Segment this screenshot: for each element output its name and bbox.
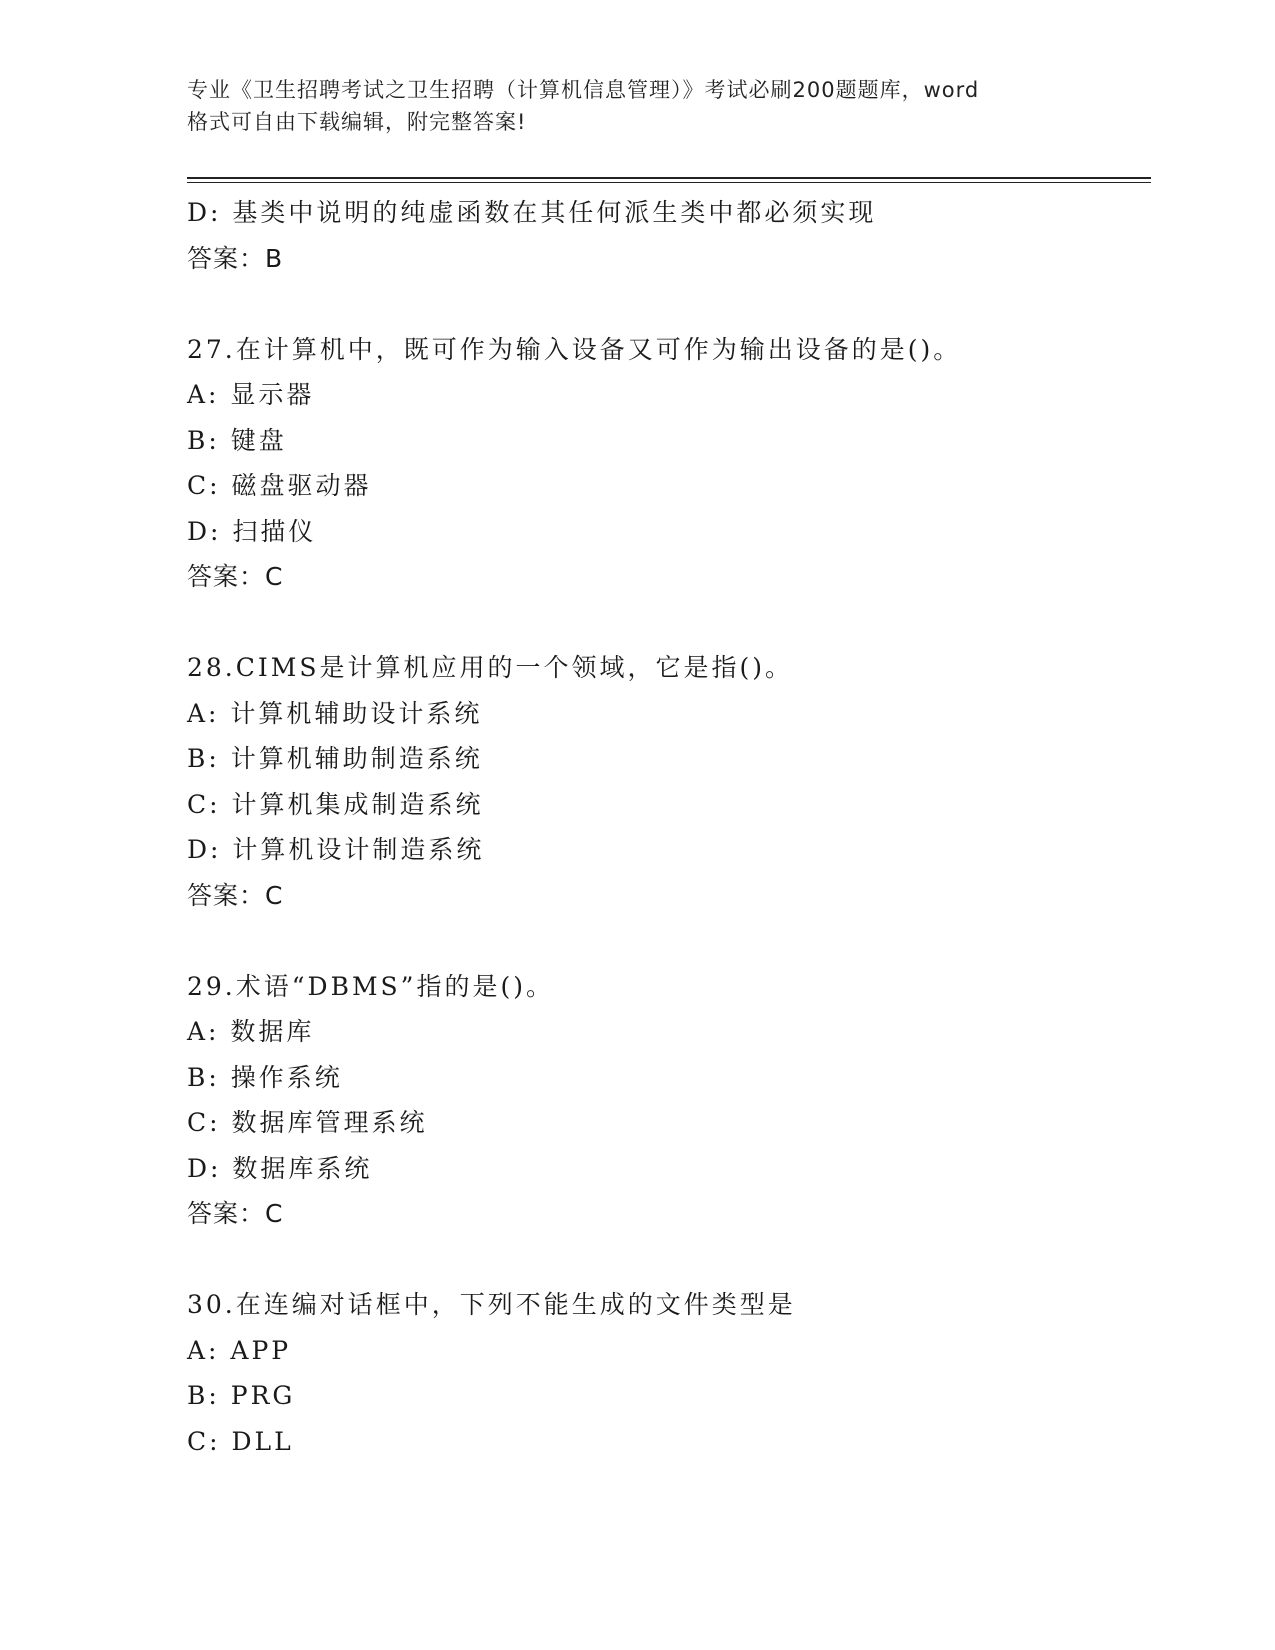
option-c: C: DLL	[187, 1426, 294, 1456]
option-d-prev: D: 基类中说明的纯虚函数在其任何派生类中都必须实现	[187, 198, 877, 227]
option-d: D: 计算机设计制造系统	[187, 835, 485, 864]
question-30	[187, 1282, 1151, 1464]
option-a: A: 计算机辅助设计系统	[187, 698, 483, 728]
answer: 答案：C	[187, 562, 284, 591]
page-header	[187, 74, 1087, 138]
option-d: D: 数据库系统	[187, 1153, 373, 1183]
option-b: B: 计算机辅助制造系统	[187, 744, 483, 773]
answer-prev: 答案：B	[187, 243, 284, 273]
option-b: B: PRG	[187, 1381, 296, 1410]
question-stem: 27.在计算机中，既可作为输入设备又可作为输出设备的是()。	[187, 334, 962, 364]
spacer	[187, 281, 1151, 327]
question-stem: 28.CIMS是计算机应用的一个领域，它是指()。	[187, 653, 793, 682]
question-28	[187, 645, 1151, 918]
question-stem: 29.术语“DBMS”指的是()。	[187, 971, 554, 1001]
option-a: A: APP	[187, 1335, 292, 1365]
answer: 答案：C	[187, 880, 284, 910]
question-stem: 30.在连编对话框中，下列不能生成的文件类型是	[187, 1290, 796, 1319]
answer: 答案：C	[187, 1199, 284, 1228]
option-a: A: 数据库	[187, 1017, 315, 1046]
option-c: C: 磁盘驱动器	[187, 471, 372, 500]
spacer	[187, 600, 1151, 646]
option-a: A: 显示器	[187, 380, 315, 409]
option-c: C: 计算机集成制造系统	[187, 789, 484, 819]
document-body	[187, 190, 1151, 1464]
spacer	[187, 1237, 1151, 1283]
question-29	[187, 964, 1151, 1237]
option-d: D: 扫描仪	[187, 516, 317, 546]
header-rule-thick	[187, 177, 1151, 179]
option-b: B: 键盘	[187, 425, 287, 455]
header-line-2: 格式可自由下载编辑，附完整答案!	[187, 110, 527, 134]
option-c: C: 数据库管理系统	[187, 1108, 428, 1137]
header-rule-thin	[187, 182, 1151, 183]
header-line-1: 专业《卫生招聘考试之卫生招聘（计算机信息管理）》考试必刷200题题库，word	[187, 78, 980, 102]
question-27	[187, 327, 1151, 600]
spacer	[187, 918, 1151, 964]
option-b: B: 操作系统	[187, 1062, 343, 1092]
